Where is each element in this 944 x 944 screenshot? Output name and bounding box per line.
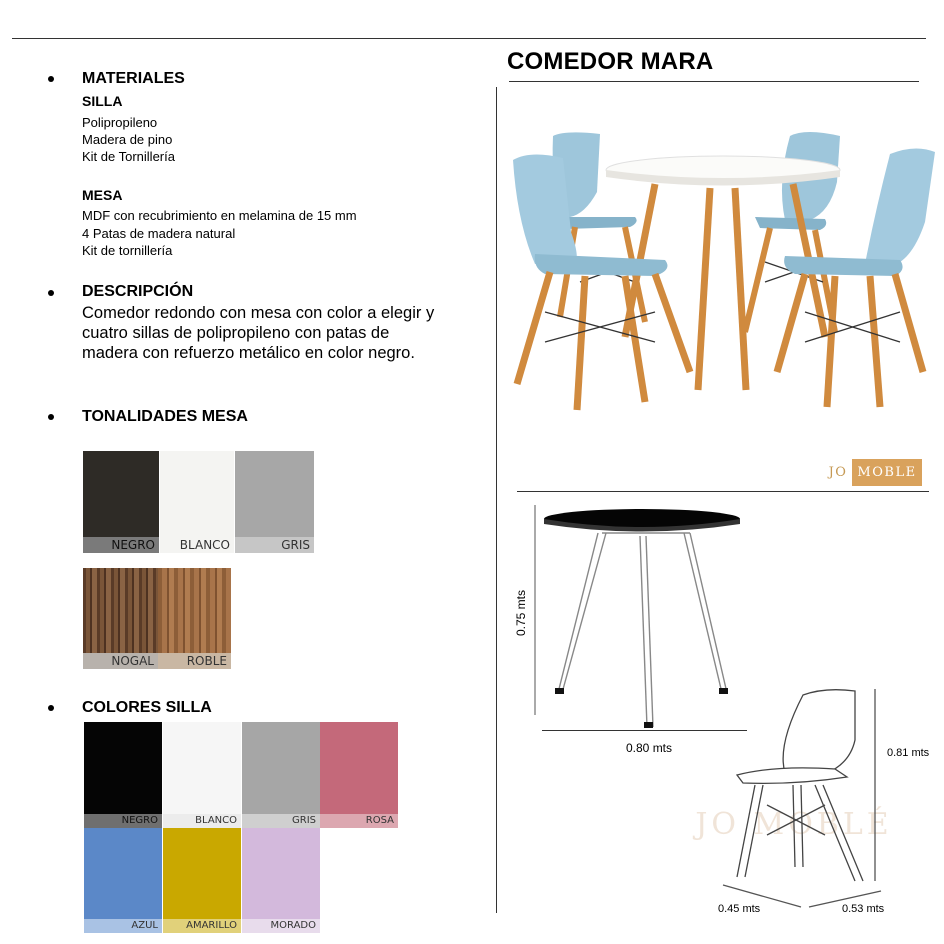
page-title: COMEDOR MARA xyxy=(507,48,714,75)
chair-swatch-label: BLANCO xyxy=(163,814,241,828)
silla-material-3: Kit de Tornillería xyxy=(82,149,175,164)
mesa-material-1: MDF con recubrimiento en melamina de 15 mm xyxy=(82,208,357,223)
silla-material-2: Madera de pino xyxy=(82,132,173,147)
tone-label: GRIS xyxy=(235,537,314,553)
chair-swatch-gris[interactable] xyxy=(242,722,320,828)
bullet-descripcion xyxy=(48,290,54,296)
table-height-label: 0.75 mts xyxy=(514,589,528,637)
chair-swatch-label: MORADO xyxy=(242,919,320,933)
chair-swatch-morado[interactable] xyxy=(242,828,320,933)
bullet-colores xyxy=(48,705,54,711)
column-divider xyxy=(496,87,497,913)
bullet-materiales xyxy=(48,76,54,82)
tone-label: NEGRO xyxy=(83,537,159,553)
mesa-heading: MESA xyxy=(82,187,123,203)
mesa-material-3: Kit de tornillería xyxy=(82,243,173,258)
chair-diagram xyxy=(715,685,885,915)
colores-heading: COLORES SILLA xyxy=(82,699,212,716)
chair-swatch-negro[interactable] xyxy=(84,722,162,828)
tone-swatch-nogal[interactable] xyxy=(83,568,158,669)
chair-swatch-label: AMARILLO xyxy=(163,919,241,933)
tone-swatch-negro[interactable] xyxy=(83,451,159,553)
chair-swatch-label: NEGRO xyxy=(84,814,162,828)
bullet-tonalidades xyxy=(48,414,54,420)
descripcion-line-2: cuatro sillas de polipropileno con patas de xyxy=(82,324,390,342)
descripcion-line-3: madera con refuerzo metálico en color negro. xyxy=(82,344,415,362)
tone-label: NOGAL xyxy=(83,653,158,669)
tone-swatch-blanco[interactable] xyxy=(160,451,234,553)
descripcion-text xyxy=(82,303,462,363)
brand-logo xyxy=(824,459,922,486)
chair-swatch-rosa[interactable] xyxy=(320,722,398,828)
descripcion-line-1: Comedor redondo con mesa con color a elegir y xyxy=(82,304,435,322)
brand-logo-left: JO xyxy=(828,465,848,480)
chair-swatch-azul[interactable] xyxy=(84,828,162,933)
table-diameter-label: 0.80 mts xyxy=(626,741,673,755)
chair-swatch-label: ROSA xyxy=(320,814,398,828)
chair-depth-label: 0.45 mts xyxy=(718,903,761,915)
chair-swatch-blanco[interactable] xyxy=(163,722,241,828)
chair-swatch-label: GRIS xyxy=(242,814,320,828)
title-rule xyxy=(509,81,919,82)
materiales-heading: MATERIALES xyxy=(82,70,185,87)
tone-swatch-roble[interactable] xyxy=(158,568,231,669)
silla-heading: SILLA xyxy=(82,93,123,109)
descripcion-heading: DESCRIPCIÓN xyxy=(82,283,194,300)
chair-front-left xyxy=(513,154,690,410)
chair-swatch-amarillo[interactable] xyxy=(163,828,241,933)
illustration-rule xyxy=(517,491,929,492)
chair-width-label: 0.53 mts xyxy=(842,903,885,915)
dining-set-illustration xyxy=(505,122,940,417)
tone-label: BLANCO xyxy=(160,537,234,553)
tone-swatch-gris[interactable] xyxy=(235,451,314,553)
silla-material-1: Polipropileno xyxy=(82,115,158,130)
tone-label: ROBLE xyxy=(158,653,231,669)
chair-height-label: 0.81 mts xyxy=(887,747,930,759)
tonalidades-heading: TONALIDADES MESA xyxy=(82,408,248,425)
chair-swatch-label: AZUL xyxy=(84,919,162,933)
brand-watermark-text: JO MOBLÉ xyxy=(695,806,893,842)
top-rule xyxy=(12,38,926,39)
brand-logo-right: MOBLE xyxy=(852,459,922,486)
mesa-material-2: 4 Patas de madera natural xyxy=(82,226,236,241)
